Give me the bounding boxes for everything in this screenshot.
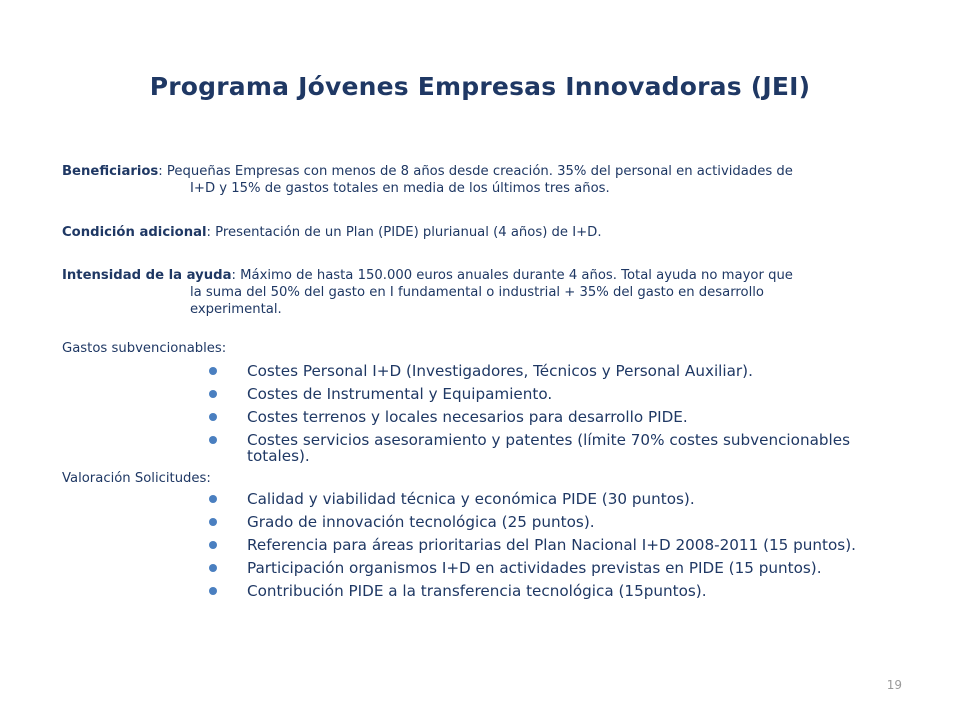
bullet-icon: [209, 436, 217, 444]
bullet-icon: [209, 564, 217, 572]
intensidad-text-line1: : Máximo de hasta 150.000 euros anuales durante 4 años. Total ayuda no mayor que: [231, 268, 793, 283]
beneficiarios-paragraph: [62, 163, 902, 197]
bullet-icon: [209, 587, 217, 595]
gastos-item-text: Costes servicios asesoramiento y patentes (límite 70% costes subvencionables totales).: [247, 431, 850, 465]
list-item: [205, 432, 905, 464]
gastos-list: [205, 363, 905, 471]
condicion-text: : Presentación de un Plan (PIDE) plurianual (4 años) de I+D.: [206, 225, 602, 240]
bullet-icon: [209, 495, 217, 503]
gastos-item-text: Costes terrenos y locales necesarios para desarrollo PIDE.: [247, 408, 688, 426]
list-item: [205, 560, 905, 576]
list-item: [205, 583, 905, 599]
valoracion-item-text: Participación organismos I+D en actividades previstas en PIDE (15 puntos).: [247, 559, 822, 577]
valoracion-list: [205, 491, 905, 606]
bullet-icon: [209, 518, 217, 526]
valoracion-item-text: Referencia para áreas prioritarias del Plan Nacional I+D 2008-2011 (15 puntos).: [247, 536, 856, 554]
beneficiarios-text-line1: : Pequeñas Empresas con menos de 8 años desde creación. 35% del personal en actividades de: [158, 164, 793, 179]
bullet-icon: [209, 413, 217, 421]
condicion-label: Condición adicional: [62, 225, 207, 240]
list-item: [205, 491, 905, 507]
bullet-icon: [209, 367, 217, 375]
intensidad-label: Intensidad de la ayuda: [62, 268, 232, 283]
gastos-item-text: Costes Personal I+D (Investigadores, Técnicos y Personal Auxiliar).: [247, 362, 753, 380]
valoracion-item-text: Grado de innovación tecnológica (25 puntos).: [247, 513, 595, 531]
list-item: [205, 537, 905, 553]
intensidad-text-line3: experimental.: [190, 302, 282, 317]
valoracion-heading: Valoración Solicitudes:: [62, 471, 211, 486]
valoracion-item-text: Contribución PIDE a la transferencia tecnológica (15puntos).: [247, 582, 707, 600]
valoracion-item-text: Calidad y viabilidad técnica y económica PIDE (30 puntos).: [247, 490, 695, 508]
page-number: 19: [886, 678, 902, 692]
bullet-icon: [209, 541, 217, 549]
condicion-paragraph: [62, 224, 902, 241]
bullet-icon: [209, 390, 217, 398]
intensidad-text-line2: la suma del 50% del gasto en I fundamental o industrial + 35% del gasto en desarrollo: [190, 285, 765, 300]
list-item: [205, 363, 905, 379]
gastos-heading: Gastos subvencionables:: [62, 341, 227, 356]
list-item: [205, 409, 905, 425]
list-item: [205, 514, 905, 530]
beneficiarios-label: Beneficiarios: [62, 164, 159, 179]
gastos-item-text: Costes de Instrumental y Equipamiento.: [247, 385, 553, 403]
beneficiarios-text-line2: I+D y 15% de gastos totales en media de los últimos tres años.: [190, 181, 610, 196]
list-item: [205, 386, 905, 402]
intensidad-paragraph: [62, 267, 902, 318]
slide-title: Programa Jóvenes Empresas Innovadoras (JEI): [149, 72, 811, 101]
